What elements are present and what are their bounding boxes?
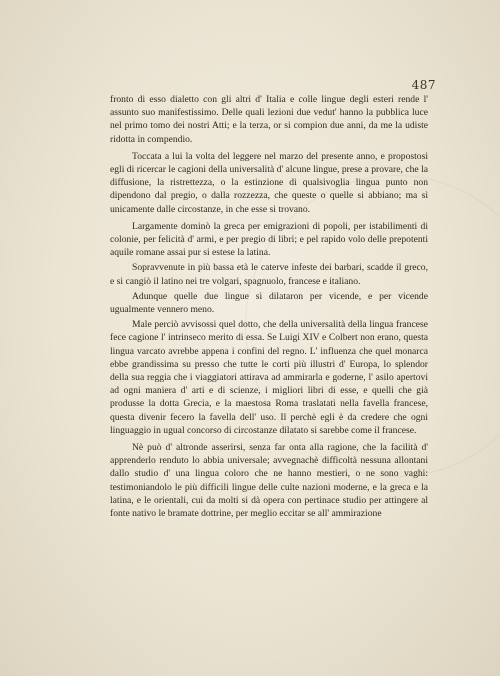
paragraph-7: Nè può d' altronde asserirsi, senza far onta alla ragione, che la facilità d' apprenderlo renduto lo abbia universale; avvegnachè difficoltà nessuna allontani dallo studio d' una lingua coloro che ne hanno mestieri, o ne sono vaghi: testimoniandolo le più difficili lingue delle culte nazioni moderne, e la greca e la latina, e le orientali, cui da molti si dà opera con pertinace studio per attingere al fonte nativo le bramate dottrine, per meglio eccitar se all' ammirazione	[110, 442, 428, 520]
paragraph-6: Male perciò avvisossi quel dotto, che della universalità della lingua francese fece cagione l' intrinseco merito di essa. Se Luigi XIV e Colbert non erano, questa lingua varcato avrebbe appena i confini del regno. L' influenza che quel monarca ebbe grandissima su presso che tutte le corti più illustri d' Europa, lo splendor della sua reggia che i viaggiatori attirava ad ammirarla e goderne, l' asilo apertovi ad ogni maniera d' arti e di scienze, i migliori libri di esse, e quelli che già produsse la dotta Grecia, e la maestosa Roma traslatati nella favella francese, questa divenir fecero la favella dell' uso. Il perchè egli è da credere che ogni linguaggio in ugual concorso di circostanze dilatato si sarebbe come il francese.	[110, 319, 428, 436]
body-text	[110, 93, 428, 522]
paragraph-4: Sopravvenute in più bassa età le caterve infeste dei barbari, scadde il greco, e si cangiò il latino nei tre volgari, spagnuolo, francese e italiano.	[110, 262, 428, 287]
paragraph-2: Toccata a lui la volta del leggere nel marzo del presente anno, e propostosi egli di ricercar le cagioni della universalità d' alcune lingue, prese a provare, che la diffusione, la ristrettezza, o la estinzione di qualsivoglia lingua punto non dipendono dal pregio, o dalla rozzezza, che queste o quelle si abbiano; ma sì unicamente dalle circostanze, in che esse si trovano.	[110, 150, 428, 215]
page-number: 487	[411, 78, 436, 92]
paragraph-3: Largamente dominò la greca per emigrazioni di popoli, per istabilimenti di colonie, per felicità d' armi, e per pregio di libri; e pel rapido volo delle prepotenti aquile romane assai pur si estese la latina.	[110, 220, 428, 259]
paragraph-1: fronto di esso dialetto con gli altri d' Italia e colle lingue degli esteri rende l' assunto suo manifestissimo. Delle quali lezioni due vedut' hanno la pubblica luce nel primo tomo dei nostri Atti; e la terza, or si compion due anni, da me la udiste ridotta in compendio.	[110, 94, 428, 145]
paragraph-5: Adunque quelle due lingue si dilataron per vicende, e per vicende ugualmente vennero meno.	[110, 290, 428, 316]
